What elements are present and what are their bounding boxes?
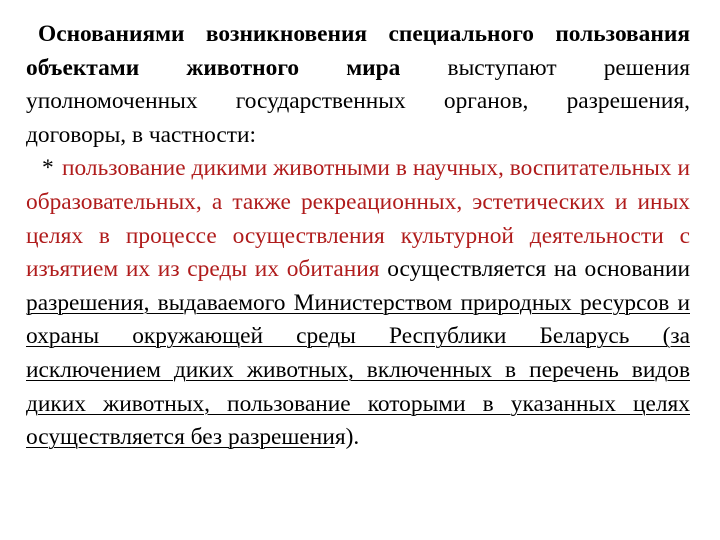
closing-text: я). [334,424,360,451]
basis-plain-text: осуществляется на основании [379,256,691,283]
grounds-bold-text: Основаниями возникновения специального пользования объектами животного мира [26,21,690,81]
bullet-asterisk: * [42,155,54,182]
paragraph-wild-animals-use [26,152,690,454]
wild-animals-use-red-text: пользование дикими животными в научных, воспитательных и образовательных, а также рекреационных, эстетических и иных целях в процессе осуществления культурной деятельности с изъятием их из среды их обитания [26,155,690,283]
permit-underlined-text: разрешения, выдаваемого Министерством природных ресурсов и охраны окружающей среды Республики Беларусь (за исключением диких животных, включенных в перечень видов диких животных, пользование которыми в указанных целях осуществляется без разрешени [26,289,690,451]
grounds-rest-text: выступают решения уполномоченных государственных органов, разрешения, договоры, в частности: [26,54,690,148]
paragraph-grounds [26,18,690,152]
